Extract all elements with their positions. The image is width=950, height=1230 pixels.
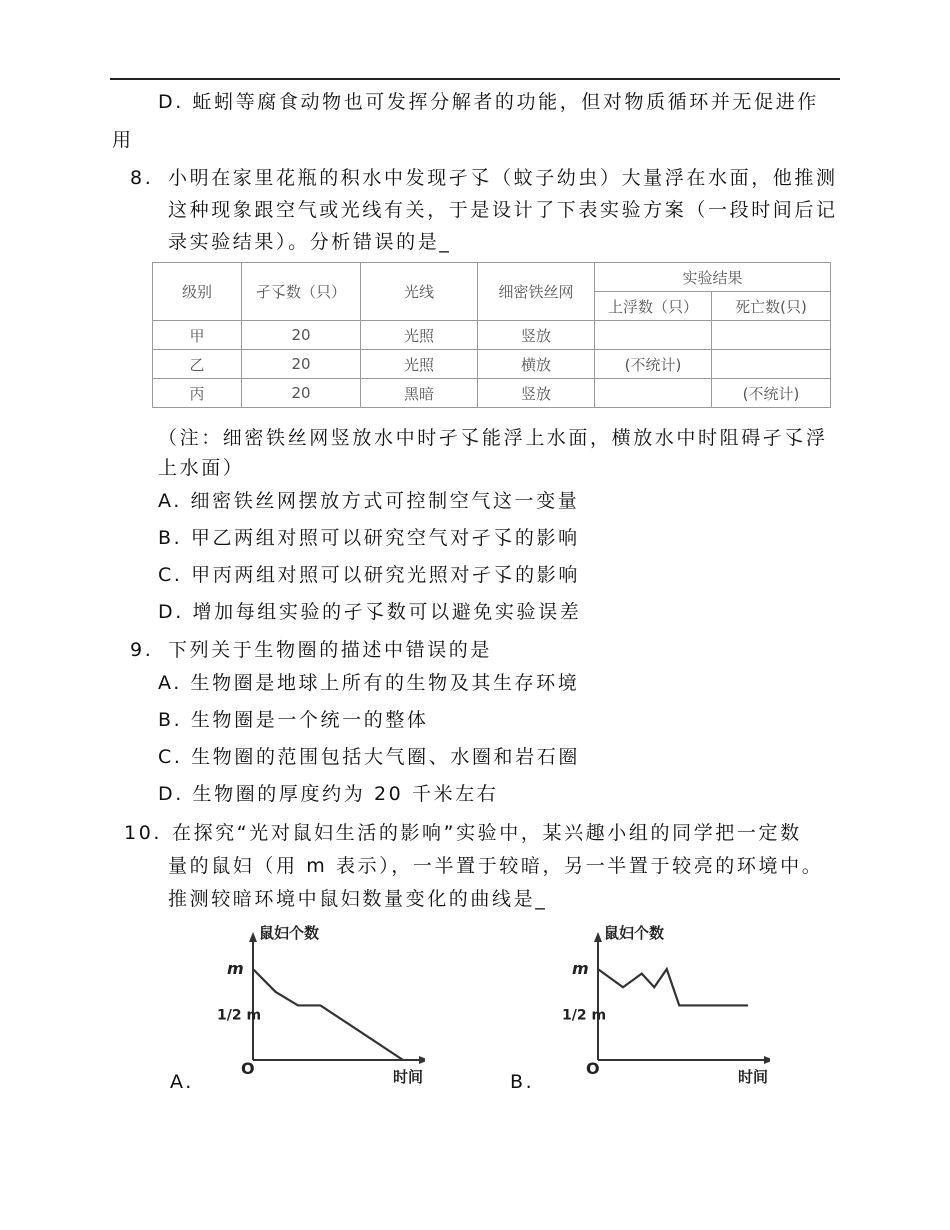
chart-a-ytick-half: 1/2 m: [217, 1007, 262, 1024]
header-group: 级别: [153, 263, 242, 321]
table-cell: [712, 321, 831, 350]
table-cell: 甲: [153, 321, 242, 350]
chart-b-ytick-half: 1/2 m: [562, 1007, 607, 1024]
table-cell: 横放: [478, 350, 595, 379]
subheader-death-count: 死亡数(只): [712, 292, 831, 321]
table-cell: 黑暗: [361, 379, 478, 408]
q9-number: 9.: [130, 639, 154, 661]
header-larva-count: 孑孓数（只）: [242, 263, 361, 321]
table-cell: [595, 379, 712, 408]
q8-stem-line1: 小明在家里花瓶的积水中发现孑孓（蚊子幼虫）大量浮在水面，他推测: [168, 167, 838, 189]
table-cell: 20: [242, 379, 361, 408]
table-cell: 乙: [153, 350, 242, 379]
chart-a-ytick-m: m: [227, 959, 244, 979]
q10-option-a-label[interactable]: A.: [170, 1071, 194, 1093]
q7-option-d[interactable]: D. 蚯蚓等腐食动物也可发挥分解者的功能，但对物质循环并无促进作: [158, 91, 819, 113]
chart-a-x-arrow: [419, 1056, 425, 1064]
q8-stem-line2: 这种现象跟空气或光线有关，于是设计了下表实验方案（一段时间后记: [168, 199, 838, 221]
q10-stem-line3: 推测较暗环境中鼠妇数量变化的曲线是_: [168, 888, 548, 910]
q10-option-b-label[interactable]: B.: [510, 1071, 535, 1093]
table-cell: (不统计): [712, 379, 831, 408]
chart-b-ytick-m: m: [572, 959, 589, 979]
chart-a-y-arrow: [249, 932, 257, 942]
table-cell: [595, 321, 712, 350]
chart-a-xlabel: 时间: [393, 1068, 424, 1086]
q8-option-d[interactable]: D. 增加每组实验的孑孓数可以避免实验误差: [158, 601, 582, 623]
table-cell: [712, 350, 831, 379]
q7-option-d-continued: 用: [112, 129, 134, 151]
table-row: [153, 350, 831, 379]
q9-option-d[interactable]: D. 生物圈的厚度约为 20 千米左右: [158, 783, 499, 805]
header-results: 实验结果: [595, 263, 831, 292]
table-cell: 竖放: [478, 379, 595, 408]
chart-b-ylabel: 鼠妇个数: [604, 924, 665, 942]
header-wire-mesh: 细密铁丝网: [478, 263, 595, 321]
subheader-float-count: 上浮数（只）: [595, 292, 712, 321]
q9-stem: 下列关于生物圈的描述中错误的是: [168, 639, 493, 661]
table-cell: 竖放: [478, 321, 595, 350]
q9-option-b[interactable]: B. 生物圈是一个统一的整体: [158, 709, 429, 731]
q8-option-c[interactable]: C. 甲丙两组对照可以研究光照对孑孓的影响: [158, 564, 580, 586]
table-row: [153, 321, 831, 350]
table-cell: 20: [242, 350, 361, 379]
chart-a-ylabel: 鼠妇个数: [259, 924, 320, 942]
q9-option-a[interactable]: A. 生物圈是地球上所有的生物及其生存环境: [158, 672, 580, 694]
q8-note-line1: （注：细密铁丝网竖放水中时孑孓能浮上水面，横放水中时阻碍孑孓浮: [158, 427, 828, 449]
chart-b-y-arrow: [594, 932, 602, 942]
table-cell: 光照: [361, 321, 478, 350]
q8-experiment-table: [152, 262, 831, 408]
chart-b-x-arrow: [764, 1056, 770, 1064]
q8-number: 8.: [130, 167, 154, 189]
chart-b-svg: [550, 922, 770, 1087]
chart-a-series-line: [253, 969, 403, 1060]
table-row: [153, 379, 831, 408]
chart-b-series-line: [598, 969, 748, 1005]
q8-note-line2: 上水面）: [158, 457, 245, 479]
header-rule: [110, 78, 840, 80]
chart-b-xlabel: 时间: [738, 1068, 769, 1086]
q10-chart-a[interactable]: [205, 922, 425, 1091]
q8-option-b[interactable]: B. 甲乙两组对照可以研究空气对孑孓的影响: [158, 527, 580, 549]
q10-stem-line1: 在探究“光对鼠妇生活的影响”实验中，某兴趣小组的同学把一定数: [172, 822, 802, 844]
q10-number: 10.: [124, 822, 163, 844]
q10-stem-line2: 量的鼠妇（用 m 表示），一半置于较暗，另一半置于较亮的环境中。: [168, 855, 824, 877]
table-cell: 20: [242, 321, 361, 350]
q8-stem-line3: 录实验结果）。分析错误的是_: [168, 231, 452, 253]
q8-option-a[interactable]: A. 细密铁丝网摆放方式可控制空气这一变量: [158, 490, 580, 512]
q10-chart-b[interactable]: [550, 922, 770, 1091]
chart-a-origin: O: [241, 1059, 255, 1078]
table-cell: 光照: [361, 350, 478, 379]
q9-option-c[interactable]: C. 生物圈的范围包括大气圈、水圈和岩石圈: [158, 746, 580, 768]
chart-b-origin: O: [586, 1059, 600, 1078]
table-cell: 丙: [153, 379, 242, 408]
table-cell: (不统计): [595, 350, 712, 379]
chart-a-svg: [205, 922, 425, 1087]
header-light: 光线: [361, 263, 478, 321]
